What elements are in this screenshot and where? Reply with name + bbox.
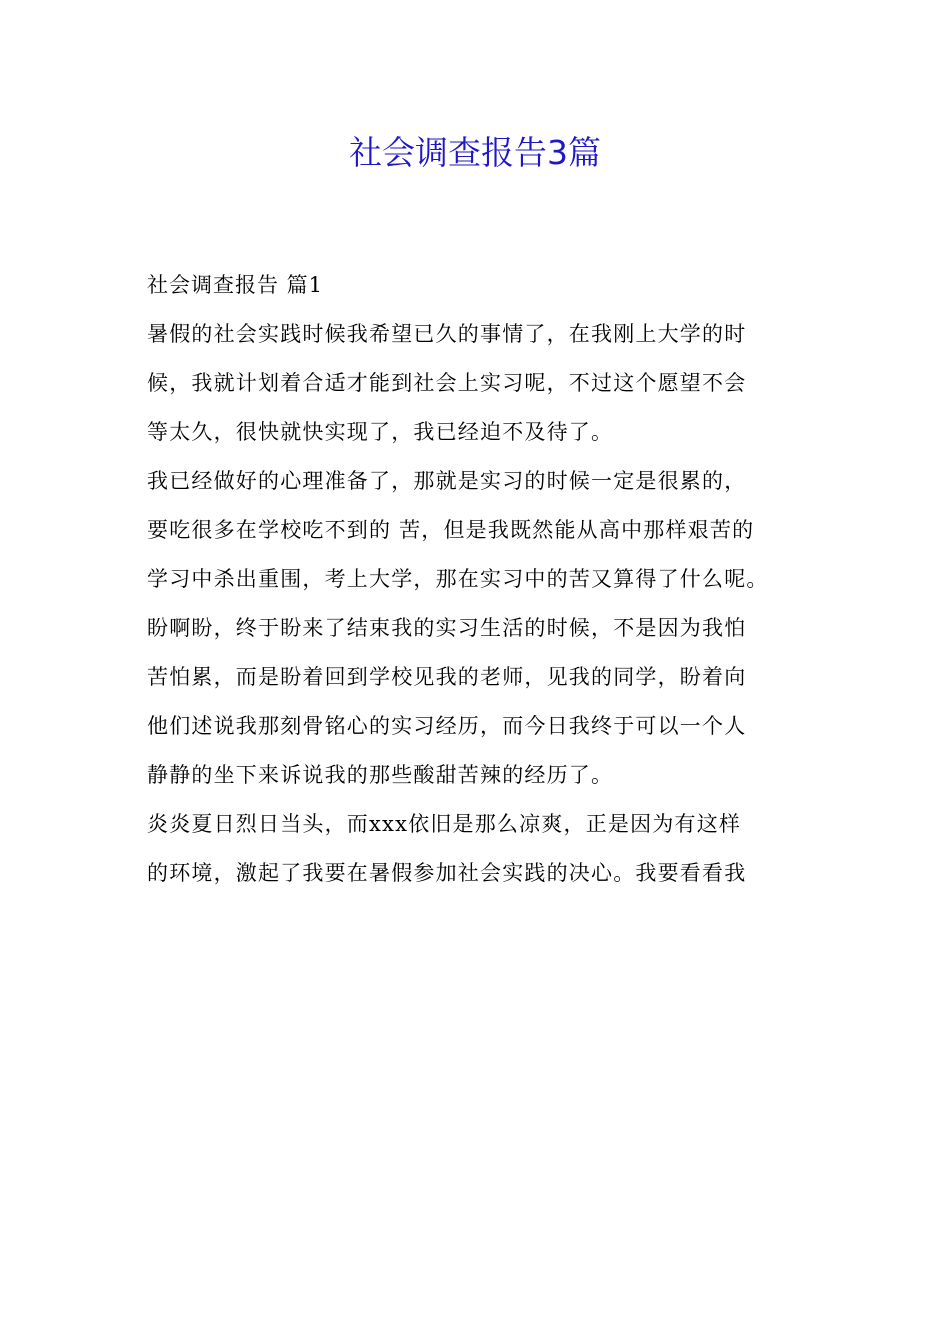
text-line: 炎炎夏日烈日当头，而xxx依旧是那么凉爽，正是因为有这样 <box>147 812 742 836</box>
paragraph-2 <box>147 457 807 604</box>
text-line: 盼啊盼，终于盼来了结束我的实习生活的时候，不是因为我怕 <box>147 616 747 640</box>
section-heading: 社会调查报告 篇1 <box>147 273 324 297</box>
text-line: 的环境，激起了我要在暑假参加社会实践的决心。我要看看我 <box>147 861 747 885</box>
text-line: 苦怕累，而是盼着回到学校见我的老师，见我的同学，盼着向 <box>147 665 747 689</box>
document-title: 社会调查报告3篇 <box>349 133 601 172</box>
document-body <box>147 260 807 898</box>
text-line: 学习中杀出重围，考上大学，那在实习中的苦又算得了什么呢。 <box>147 567 769 591</box>
text-line: 静静的坐下来诉说我的那些酸甜苦辣的经历了。 <box>147 763 614 787</box>
text-line: 候，我就计划着合适才能到社会上实习呢，不过这个愿望不会 <box>147 371 747 395</box>
text-line: 他们述说我那刻骨铭心的实习经历，而今日我终于可以一个人 <box>147 714 747 738</box>
text-line: 我已经做好的心理准备了，那就是实习的时候一定是很累的， <box>147 469 747 493</box>
paragraph-1 <box>147 310 807 457</box>
text-line: 等太久，很快就快实现了，我已经迫不及待了。 <box>147 420 614 444</box>
paragraph-4 <box>147 800 807 898</box>
paragraph-3 <box>147 604 807 800</box>
text-line: 暑假的社会实践时候我希望已久的事情了，在我刚上大学的时 <box>147 322 747 346</box>
text-line: 要吃很多在学校吃不到的 苦，但是我既然能从高中那样艰苦的 <box>147 518 755 542</box>
